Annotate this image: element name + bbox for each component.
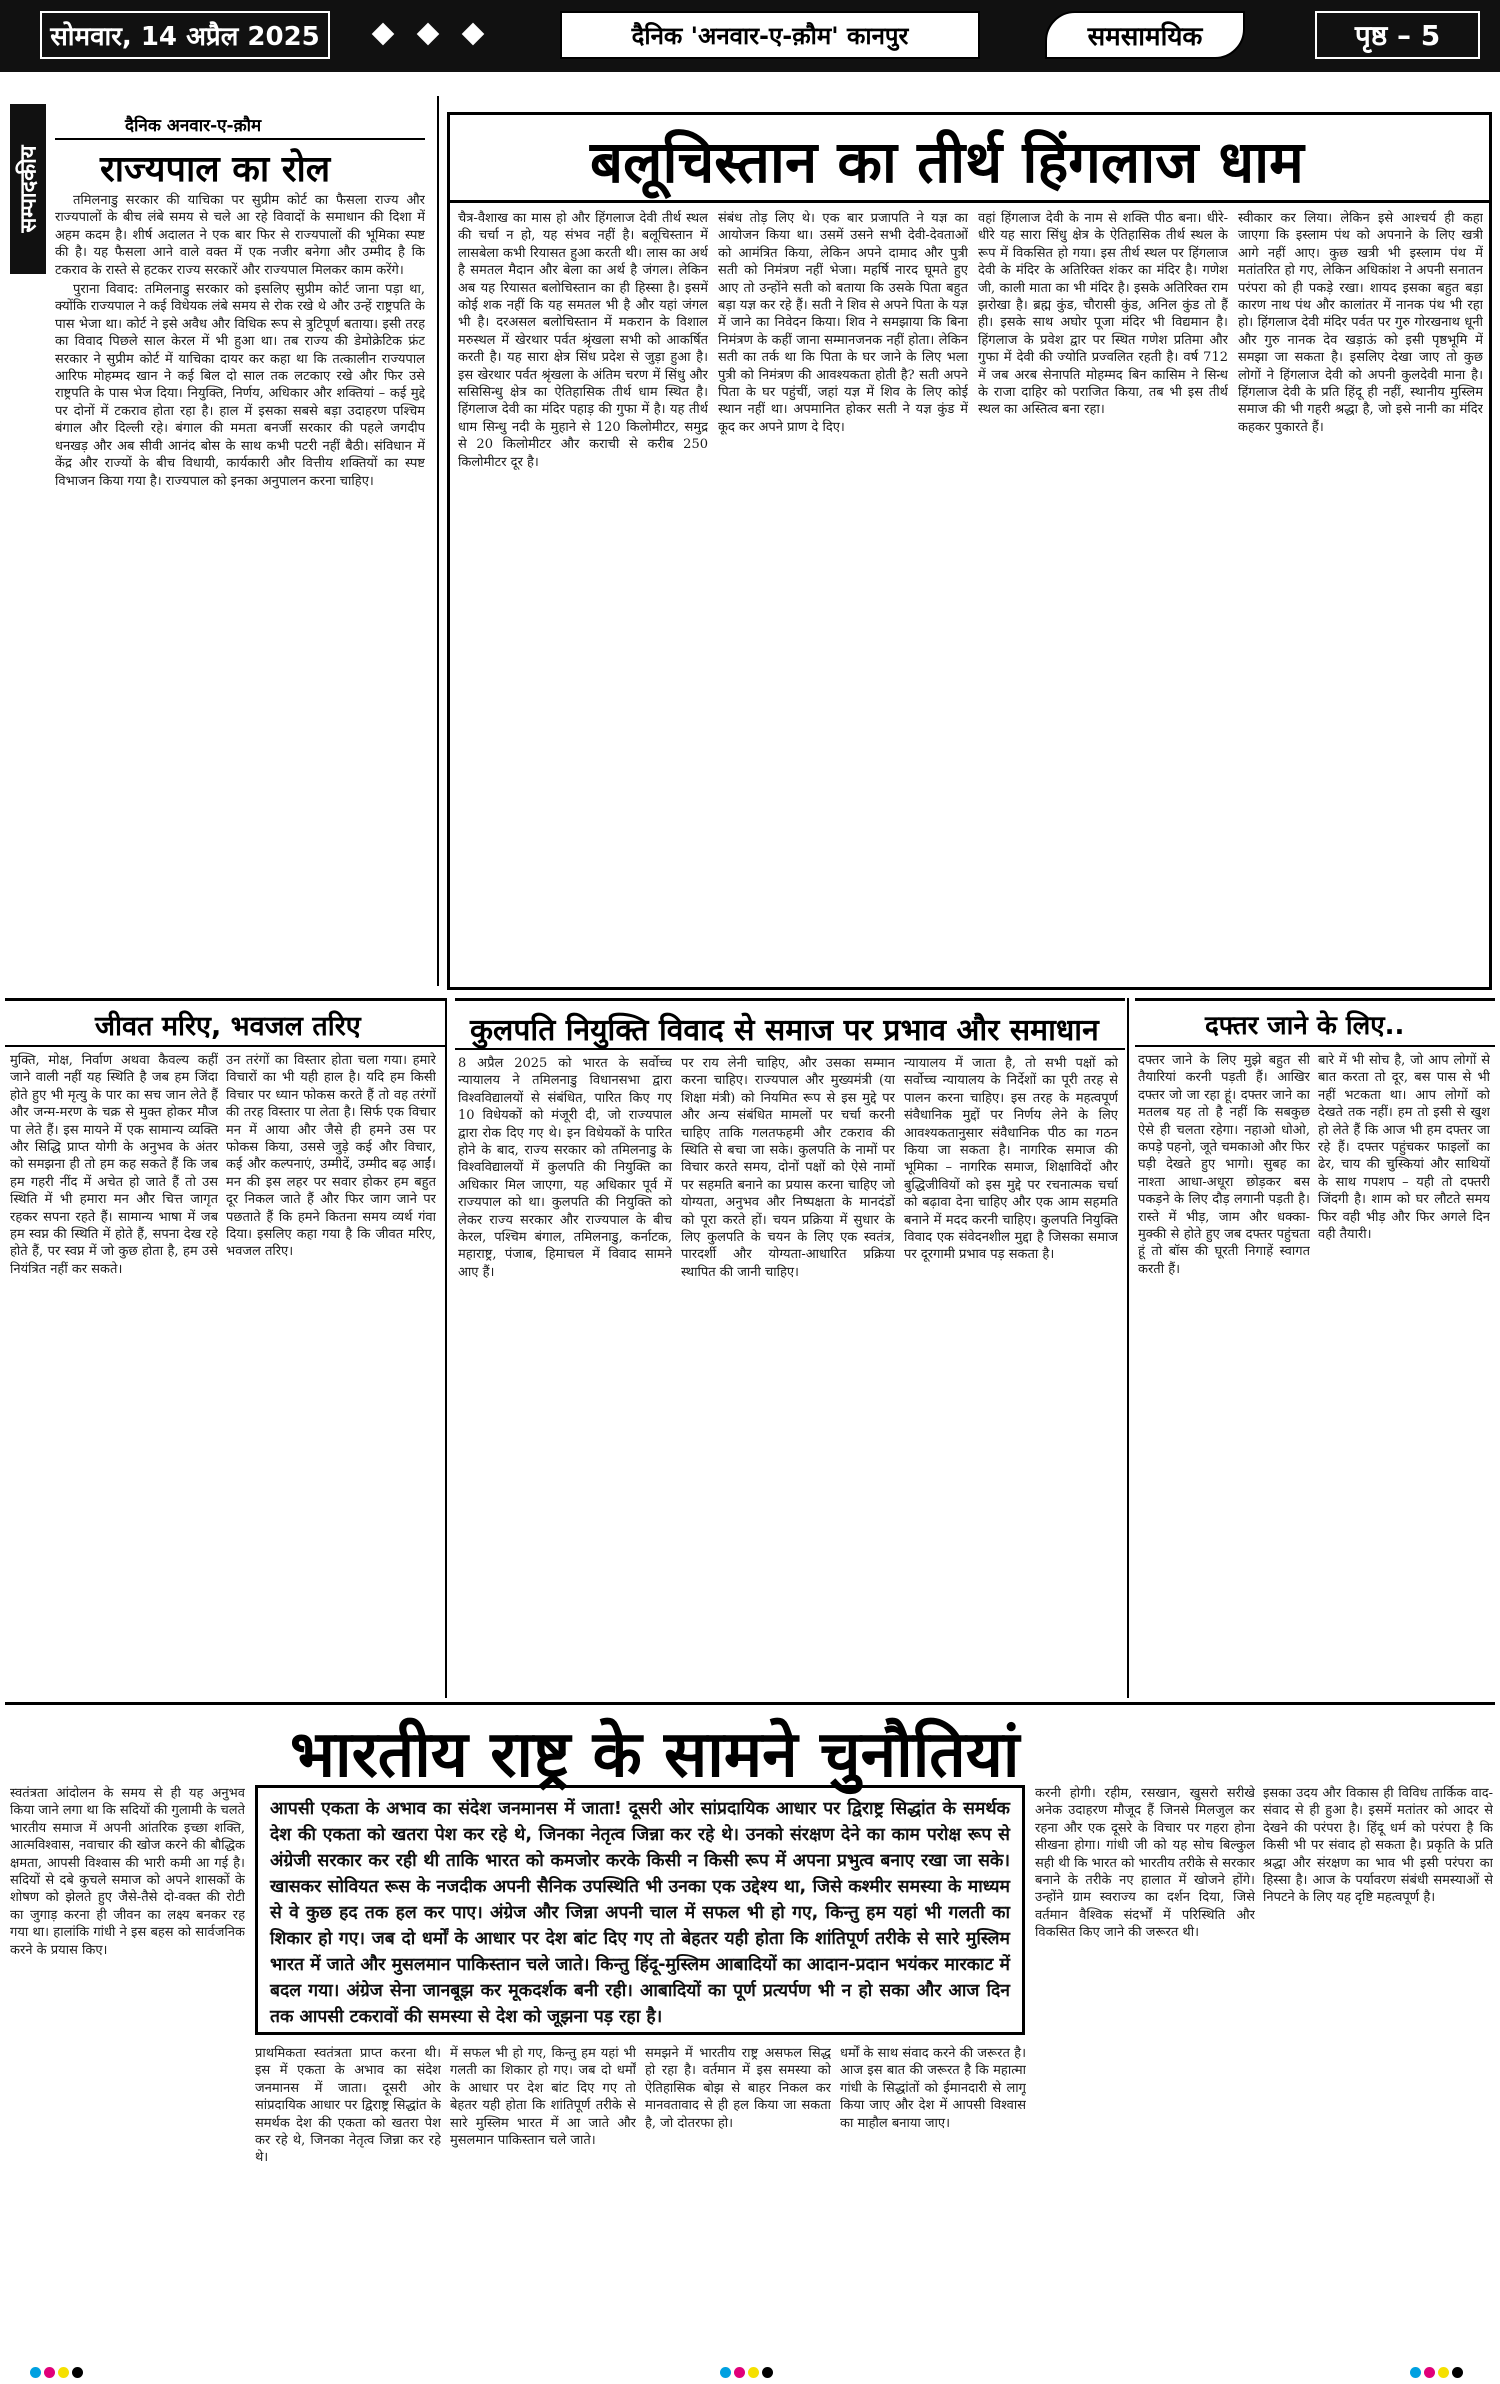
registration-marks <box>720 2367 773 2378</box>
black-dot-icon <box>1452 2367 1463 2378</box>
page-number: पृष्ठ – 5 <box>1315 11 1480 59</box>
column-rule <box>437 96 439 986</box>
divider <box>1135 998 1495 1001</box>
rashtra-title: भारतीय राष्ट्र के सामने चुनौतियां <box>290 1718 1020 1792</box>
jeevat-title: जीवत मरिए, भवजल तरिए <box>95 1011 361 1042</box>
magenta-dot-icon <box>1424 2367 1435 2378</box>
daftar-column-2: बारे में भी सोच है, जो आप लोगों से बात करता तो दूर, बस पास से भी नहीं भटकता था। आप लोगों को देखते तक नहीं। हम तो इसी से खुश हो लेते हैं कि आज भी हम दफ्तर जा रहे हैं। दफ्तर पहुंचकर फाइलों का ढेर, चाय की चुस्कियां और साथियों के साथ गपशप – यही तो दफ्तरी जिंदगी है। शाम को घर लौटते समय फिर वही भीड़ और फिर अगले दिन वही तैयारी। <box>1318 1053 1490 1243</box>
kulpati-title: कुलपति नियुक्ति विवाद से समाज पर प्रभाव और समाधान <box>470 1013 1099 1048</box>
magenta-dot-icon <box>734 2367 745 2378</box>
editorial-body <box>55 192 425 982</box>
lead-column-4: स्वीकार कर लिया। लेकिन इसे आश्चर्य ही कहा जाएगा कि इस्लाम पंथ को अपनाने के लिए खत्री आगे नहीं आए। कुछ खत्री भी इस्लाम पंथ में मतांतरित हो गए, लेकिन अधिकांश ने अपनी सनातन परंपरा को ही पकड़े रखा। शायद इसका बहुत बड़ा कारण नाथ पंथ और कालांतर में नानक पंथ भी रहा हो। हिंगलाज देवी मंदिर पर्वत पर गुरु गोरखनाथ धूनी और गुरु नानक देव खड़ाऊं को इसी पृष्ठभूमि में समझा जा सकता है। इसलिए देखा जाए तो कुछ लोगों ने हिंगलाज देवी को अपनी कुलदेवी माना है। हिंगलाज देवी के प्रति हिंदू ही नहीं, स्थानीय मुस्लिम समाज की भी गहरी श्रद्धा है, जो इसे नानी का मंदिर कहकर पुकारते हैं। <box>1238 211 1483 435</box>
jeevat-column-2: उन तरंगों का विस्तार होता चला गया। हमारे विचारों का भी यही हाल है। यदि हम किसी विचार पर ध्यान फोकस करते हैं तो वह तरंगों की तरह विस्तार पा लेता है। सिर्फ एक विचार मन में आया और जैसे ही हमने उस पर फोकस किया, उससे जुड़े कई और विचार, कई और कल्पनाएं, उम्मीदें, उम्मीद बढ़ आईं। मन की इस लहर पर सवार होकर हम बहुत दूर निकल जाते हैं और फिर जाग जाने पर पछताते हैं कि हमने कितना समय व्यर्थ गंवा दिया। इसलिए कहा गया है कि जीवत मरिए, भवजल तरिए। <box>226 1053 436 1260</box>
divider <box>55 138 425 140</box>
column-rule <box>1127 998 1129 1698</box>
rashtra-column-5: में सफल भी हो गए, किन्तु हम यहां भी गलती का शिकार हो गए। जब दो धर्मों के आधार पर देश बांट दिए गए तो बेहतर यही होता कि शांतिपूर्ण तरीके से सारे मुस्लिम भारत में आ जाते और मुसलमान पाकिस्तान चले जाते। <box>450 2046 636 2149</box>
yellow-dot-icon <box>58 2367 69 2378</box>
rashtra-column-1: स्वतंत्रता आंदोलन के समय से ही यह अनुभव किया जाने लगा था कि सदियों की गुलामी के चलते भारतीय समाज में अपनी आंतरिक इच्छा शक्ति, आत्मविश्वास, नवाचार की खोज करने की बौद्धिक क्षमता, आपसी विश्वास की भारी कमी आ गई है। सदियों से दबे कुचले समाज को अपने शासकों के शोषण को झेलते हुए जैसे-तैसे दो-वक्त की रोटी का जुगाड़ करना ही जीवन का लक्ष्य बनकर रह गया था। हालांकि गांधी ने इस बहस को सार्वजनिक करने के प्रयास किए। <box>10 1786 245 1958</box>
editorial-title: राज्यपाल का रोल <box>100 149 331 190</box>
section-name: समसामयिक <box>1045 11 1245 59</box>
magenta-dot-icon <box>44 2367 55 2378</box>
rashtra-column-7: धर्मों के साथ संवाद करने की जरूरत है। आज इस बात की जरूरत है कि महात्मा गांधी के सिद्धांतों को ईमानदारी से लागू किया जाए और देश में आपसी विश्वास का माहौल बनाया जाए। <box>840 2046 1026 2131</box>
publication-name: दैनिक 'अनवार-ए-क़ौम' कानपुर <box>560 11 980 59</box>
divider <box>1135 1045 1495 1047</box>
kulpati-column-1: 8 अप्रैल 2025 को भारत के सर्वोच्च न्यायालय ने तमिलनाडु विधानसभा द्वारा विश्वविद्यालयों से संबंधित, पारित किए गए 10 विधेयकों को मंजूरी दी, जो राज्यपाल द्वारा रोक दिए गए थे। इन विधेयकों के पारित होने के बाद, राज्य सरकार को तमिलनाडु के विश्वविद्यालयों में कुलपति की नियुक्ति का अधिकार मिल जाएगा, यह अधिकार पूर्व में राज्यपाल को था। कुलपति की नियुक्ति को लेकर राज्य सरकार और राज्यपाल के बीच केरल, पश्चिम बंगाल, तमिलनाडु, कर्नाटक, महाराष्ट्र, पंजाब, हिमाचल में विवाद सामने आए हैं। <box>458 1056 672 1280</box>
divider <box>455 1048 1125 1050</box>
divider <box>5 1702 1495 1705</box>
issue-date: सोमवार, 14 अप्रैल 2025 <box>40 11 330 59</box>
diamond-ornament-icon <box>417 23 440 46</box>
divider <box>5 1045 445 1047</box>
divider <box>450 200 1489 203</box>
editorial-source: दैनिक अनवार-ए-क़ौम <box>125 116 262 136</box>
pull-quote: आपसी एकता के अभाव का संदेश जनमानस में जाता! दूसरी ओर सांप्रदायिक आधार पर द्विराष्ट्र सिद्धांत के समर्थक देश की एकता को खतरा पेश कर रहे थे, जिनका नेतृत्व जिन्ना कर रहे थे। उनको संरक्षण देने का काम परोक्ष रूप से अंग्रेजी सरकार कर रही थी ताकि भारत को कमजोर करके किसी न किसी रूप में अपना प्रभुत्व बनाए रखा जा सके। खासकर सोवियत रूस के नजदीक अपनी सैनिक उपस्थिति भी उनका एक उद्देश्य था, जिसे कश्मीर समस्या के माध्यम से वे कुछ हद तक हल कर पाए। अंग्रेज और जिन्ना अपनी चाल में सफल भी हो गए, किन्तु हम यहां भी गलती का शिकार हो गए। जब दो धर्मों के आधार पर देश बांट दिए गए तो बेहतर यही होता कि शांतिपूर्ण तरीके से सारे मुस्लिम भारत में जाते और मुसलमान पाकिस्तान चले जाते। किन्तु हिंदू-मुस्लिम आबादियों का आदान-प्रदान भयंकर मारकाट में बदल गया। अंग्रेज सेना जानबूझ कर मूकदर्शक बनी रही। आबादियों का पूर्ण प्रत्यर्पण भी न हो सका और आज दिन तक आपसी टकरावों की समस्या से देश को जूझना पड़ रहा है। <box>255 1785 1025 2035</box>
daftar-column-1: दफ्तर जाने के लिए मुझे बहुत सी तैयारियां करनी पड़ती हैं। आखिर दफ्तर जो जा रहा हूं। दफ्तर जाने का मतलब यह तो है नहीं कि सबकुछ ऐसे ही चलता रहेगा। नहाओ धोओ, कपड़े पहनो, जूते चमकाओ और फिर घड़ी देखते हुए भागो। सुबह का नाश्ता आधा-अधूरा छोड़कर बस पकड़ने के लिए दौड़ लगानी पड़ती है। रास्ते में भीड़, जाम और धक्का-मुक्की से होते हुए जब दफ्तर पहुंचता हूं तो बॉस की घूरती निगाहें स्वागत करती हैं। <box>1138 1053 1310 1277</box>
divider <box>455 998 1125 1001</box>
black-dot-icon <box>72 2367 83 2378</box>
rashtra-column-6: समझने में भारतीय राष्ट्र असफल सिद्ध हो रहा है। वर्तमान में इस समस्या को ऐतिहासिक बोझ से बाहर निकल कर मानवतावाद से ही हल किया जा सकता है, जो दोतरफा हो। <box>645 2046 831 2131</box>
cyan-dot-icon <box>1410 2367 1421 2378</box>
yellow-dot-icon <box>748 2367 759 2378</box>
paragraph: पुराना विवाद: तमिलनाडु सरकार को इसलिए सुप्रीम कोर्ट जाना पड़ा था, क्योंकि राज्यपाल ने कई विधेयक लंबे समय से रोक रखे थे और उन्हें राष्ट्रपति के पास भेजा था। कोर्ट ने इसे अवैध और विधिक रूप से त्रुटिपूर्ण बताया। इसी तरह का विवाद पिछले साल केरल में भी हुआ था। तब राज्य की डेमोक्रेटिक फ्रंट सरकार ने सुप्रीम कोर्ट में याचिका दायर कर कहा था कि तत्कालीन राज्यपाल आरिफ मोहम्मद खान ने कई बिल दो साल तक लटकाए रखे और फिर उसे राष्ट्रपति के पास भेज दिया। नियुक्ति, निर्णय, अधिकार और शक्तियां – कई मुद्दे पर दोनों में टकराव होता रहा है। हाल में इसका सबसे बड़ा उदाहरण पश्चिम बंगाल और दिल्ली रहे। बंगाल की ममता बनर्जी सरकार की पहले जगदीप धनखड़ और अब सीवी आनंद बोस के साथ कभी पटरी नहीं बैठी। संविधान में केंद्र और राज्यों के बीच विधायी, कार्यकारी और वित्तीय शक्तियों का स्पष्ट विभाजन किया गया है। राज्यपाल को इनका अनुपालन करना चाहिए। <box>55 282 425 489</box>
registration-marks <box>1410 2367 1463 2378</box>
masthead <box>0 0 1500 72</box>
rashtra-column-2: करनी होगी। रहीम, रसखान, खुसरो सरीखे अनेक उदाहरण मौजूद हैं जिनसे मिलजुल कर रहना और एक दूसरे के विचार पर गहरा होना सीखना होगा। गांधी जी को यह सोच बिल्कुल सही थी कि भारत को भारतीय तरीके से सरकार बनाने के तरीके नए हालात में खोजने होंगे। उन्होंने ग्राम स्वराज्य का दर्शन दिया, जिसे वर्तमान वैश्विक संदर्भों में परिस्थिति और विकसित किए जाने की जरूरत थी। <box>1035 1786 1255 1941</box>
divider <box>5 998 445 1001</box>
diamond-ornament-icon <box>462 23 485 46</box>
yellow-dot-icon <box>1438 2367 1449 2378</box>
black-dot-icon <box>762 2367 773 2378</box>
lead-column-2: संबंध तोड़ लिए थे। एक बार प्रजापति ने यज्ञ का आयोजन किया था। उसमें उसने सभी देवी-देवताओं को आमंत्रित किया, लेकिन अपने दामाद और पुत्री सती को निमंत्रण नहीं भेजा। महर्षि नारद घूमते हुए आए तो उन्होंने सती को बताया कि उसके पिता बहुत बड़ा यज्ञ कर रहे हैं। सती ने शिव से अपने पिता के यज्ञ में जाने का निवेदन किया। शिव ने समझाया कि बिना निमंत्रण के कहीं जाना सम्मानजनक नहीं होता। लेकिन सती का तर्क था कि पिता के घर जाने के लिए भला पुत्री को निमंत्रण की आवश्यकता होती है? सती अपने पिता के घर पहुंचीं, जहां यज्ञ में शिव के लिए कोई स्थान नहीं था। अपमानित होकर सती ने यज्ञ कुंड में कूद कर अपने प्राण दे दिए। <box>718 211 968 435</box>
diamond-ornament-icon <box>372 23 395 46</box>
rashtra-column-4: प्राथमिकता स्वतंत्रता प्राप्त करना थी। इस में एकता के अभाव का संदेश जनमानस में जाता। दूसरी ओर सांप्रदायिक आधार पर द्विराष्ट्र सिद्धांत के समर्थक देश की एकता को खतरा पेश कर रहे थे, जिनका नेतृत्व जिन्ना कर रहे थे। <box>255 2046 441 2166</box>
kulpati-column-3: न्यायालय में जाता है, तो सभी पक्षों को सर्वोच्च न्यायालय के निर्देशों का पूरी तरह से पालन करना चाहिए। इस तरह के महत्वपूर्ण संवैधानिक मुद्दों पर निर्णय लेने के लिए आवश्यकतानुसार संवैधानिक पीठ का गठन किया जा सकता है। नागरिक समाज की भूमिका – नागरिक समाज, शिक्षाविदों और बुद्धिजीवियों को इस मुद्दे पर रचनात्मक चर्चा को बढ़ावा देना चाहिए और एक आम सहमति बनाने में मदद करनी चाहिए। कुलपति नियुक्ति विवाद एक संवेदनशील मुद्दा है जिसका समाज पर दूरगामी प्रभाव पड़ सकता है। <box>904 1056 1118 1263</box>
lead-column-1: चैत्र-वैशाख का मास हो और हिंगलाज देवी तीर्थ स्थल की चर्चा न हो, यह संभव नहीं है। बलूचिस्तान में लासबेला कभी रियासत हुआ करती थी। लास का अर्थ है समतल मैदान और बेला का अर्थ है जंगल। लेकिन अब यह रियासत बलोचिस्तान का ही हिस्सा है। इसमें कोई शक नहीं कि यह समतल भी है और यहां जंगल भी है। दरअसल बलोचिस्तान में मकरान के विशाल मरुस्थल में खेरथार पर्वत श्रृंखला सभी को आकर्षित करती है। यह सारा क्षेत्र सिंध प्रदेश से जुड़ा हुआ है। इस खेरथार पर्वत श्रृंखला के अंतिम चरण में सिंधु और ससिसिन्धु क्षेत्र का ऐतिहासिक तीर्थ धाम स्थित है। हिंगलाज देवी का मंदिर पहाड़ की गुफा में है। यह तीर्थ धाम सिन्धु नदी के मुहाने से 120 किलोमीटर, समुद्र से 20 किलोमीटर और कराची से करीब 250 किलोमीटर दूर है। <box>458 211 708 470</box>
cyan-dot-icon <box>720 2367 731 2378</box>
column-rule <box>445 998 447 1698</box>
jeevat-column-1: मुक्ति, मोक्ष, निर्वाण अथवा कैवल्य कहीं जाने वाली नहीं यह स्थिति है जब हम जिंदा होते हुए भी मृत्यु के पार का सच जान लेते हैं और जन्म-मरण के चक्र से मुक्त होकर मौज पा लेते हैं। इस मायने में एक सामान्य व्यक्ति और सिद्धि प्राप्त योगी के अनुभव के अंतर को समझना ही तो हम कह सकते हैं कि जब हम गहरी नींद में अचेत हो जाते हैं तो उस स्थिति में भी हमारा मन और चित्त जागृत रहकर सपना रहते हैं। सामान्य भाषा में जब हम स्वप्न की स्थिति में होते हैं, सपना देख रहे होते हैं, पर स्वप्न में जो कुछ होता है, हम उसे नियंत्रित नहीं कर सकते। <box>10 1053 218 1277</box>
daftar-title: दफ्तर जाने के लिए.. <box>1205 1011 1405 1041</box>
rashtra-column-3: इसका उदय और विकास ही विविध तार्किक वाद-संवाद से ही हुआ है। इसमें मतांतर को आदर से देखने की परंपरा है। हिंदू धर्म को परंपरा है कि किसी भी पर संवाद हो सकता है। प्रकृति के प्रति श्रद्धा और संरक्षण का भाव भी इसी परंपरा का हिस्सा है। आज के पर्यावरण संबंधी समस्याओं से निपटने के लिए यह दृष्टि महत्वपूर्ण है। <box>1263 1786 1493 1906</box>
lead-title: बलूचिस्तान का तीर्थ हिंगलाज धाम <box>590 128 1304 196</box>
kulpati-column-2: पर राय लेनी चाहिए, और उसका सम्मान करना चाहिए। राज्यपाल और मुख्यमंत्री (या शिक्षा मंत्री) को नियमित रूप से इस मुद्दे पर और अन्य संबंधित मामलों पर चर्चा करनी चाहिए ताकि गलतफहमी और टकराव की स्थिति से बचा जा सके। कुलपति के नामों पर विचार करते समय, दोनों पक्षों को ऐसे नामों पर सहमति बनाने का प्रयास करना चाहिए जो योग्यता, अनुभव और निष्पक्षता के मानदंडों को पूरा करते हों। चयन प्रक्रिया में सुधार के लिए कुलपति के चयन के लिए एक स्वतंत्र, पारदर्शी और योग्यता-आधारित प्रक्रिया स्थापित की जानी चाहिए। <box>681 1056 895 1280</box>
cyan-dot-icon <box>30 2367 41 2378</box>
editorial-tag: सम्पादकीय <box>10 104 46 274</box>
registration-marks <box>30 2367 83 2378</box>
paragraph: तमिलनाडु सरकार की याचिका पर सुप्रीम कोर्ट का फैसला राज्य और राज्यपालों के बीच लंबे समय से चले आ रहे विवादों के समाधान की दिशा में अहम कदम है। शीर्ष अदालत ने एक बार फिर से राज्यपालों की भूमिका स्पष्ट की है। यह फैसला आने वाले वक्त में एक नजीर बनेगा और उम्मीद है कि टकराव के रास्ते से हटकर राज्य सरकारें और राज्यपाल मिलकर काम करेंगे। <box>55 193 425 278</box>
lead-column-3: वहां हिंगलाज देवी के नाम से शक्ति पीठ बना। धीरे-धीरे यह सारा सिंधु क्षेत्र के ऐतिहासिक तीर्थ स्थल के रूप में विकसित हो गया। इस तीर्थ स्थल पर हिंगलाज देवी के मंदिर के अतिरिक्त शंकर का मंदिर है। गणेश जी, काली माता का भी मंदिर है। इसके अतिरिक्त राम झरोखा है। ब्रह्म कुंड, चौरासी कुंड, अनिल कुंड तो हैं ही। इसके साथ अघोर पूजा मंदिर भी विद्यमान है। हिंगलाज के प्रवेश द्वार पर स्थित गणेश प्रतिमा और गुफा में देवी की ज्योति प्रज्वलित रहती है। वर्ष 712 में जब अरब सेनापति मोहम्मद बिन कासिम ने सिन्ध के राजा दाहिर को पराजित किया, तब भी इस तीर्थ स्थल का अस्तित्व बना रहा। <box>978 211 1228 418</box>
